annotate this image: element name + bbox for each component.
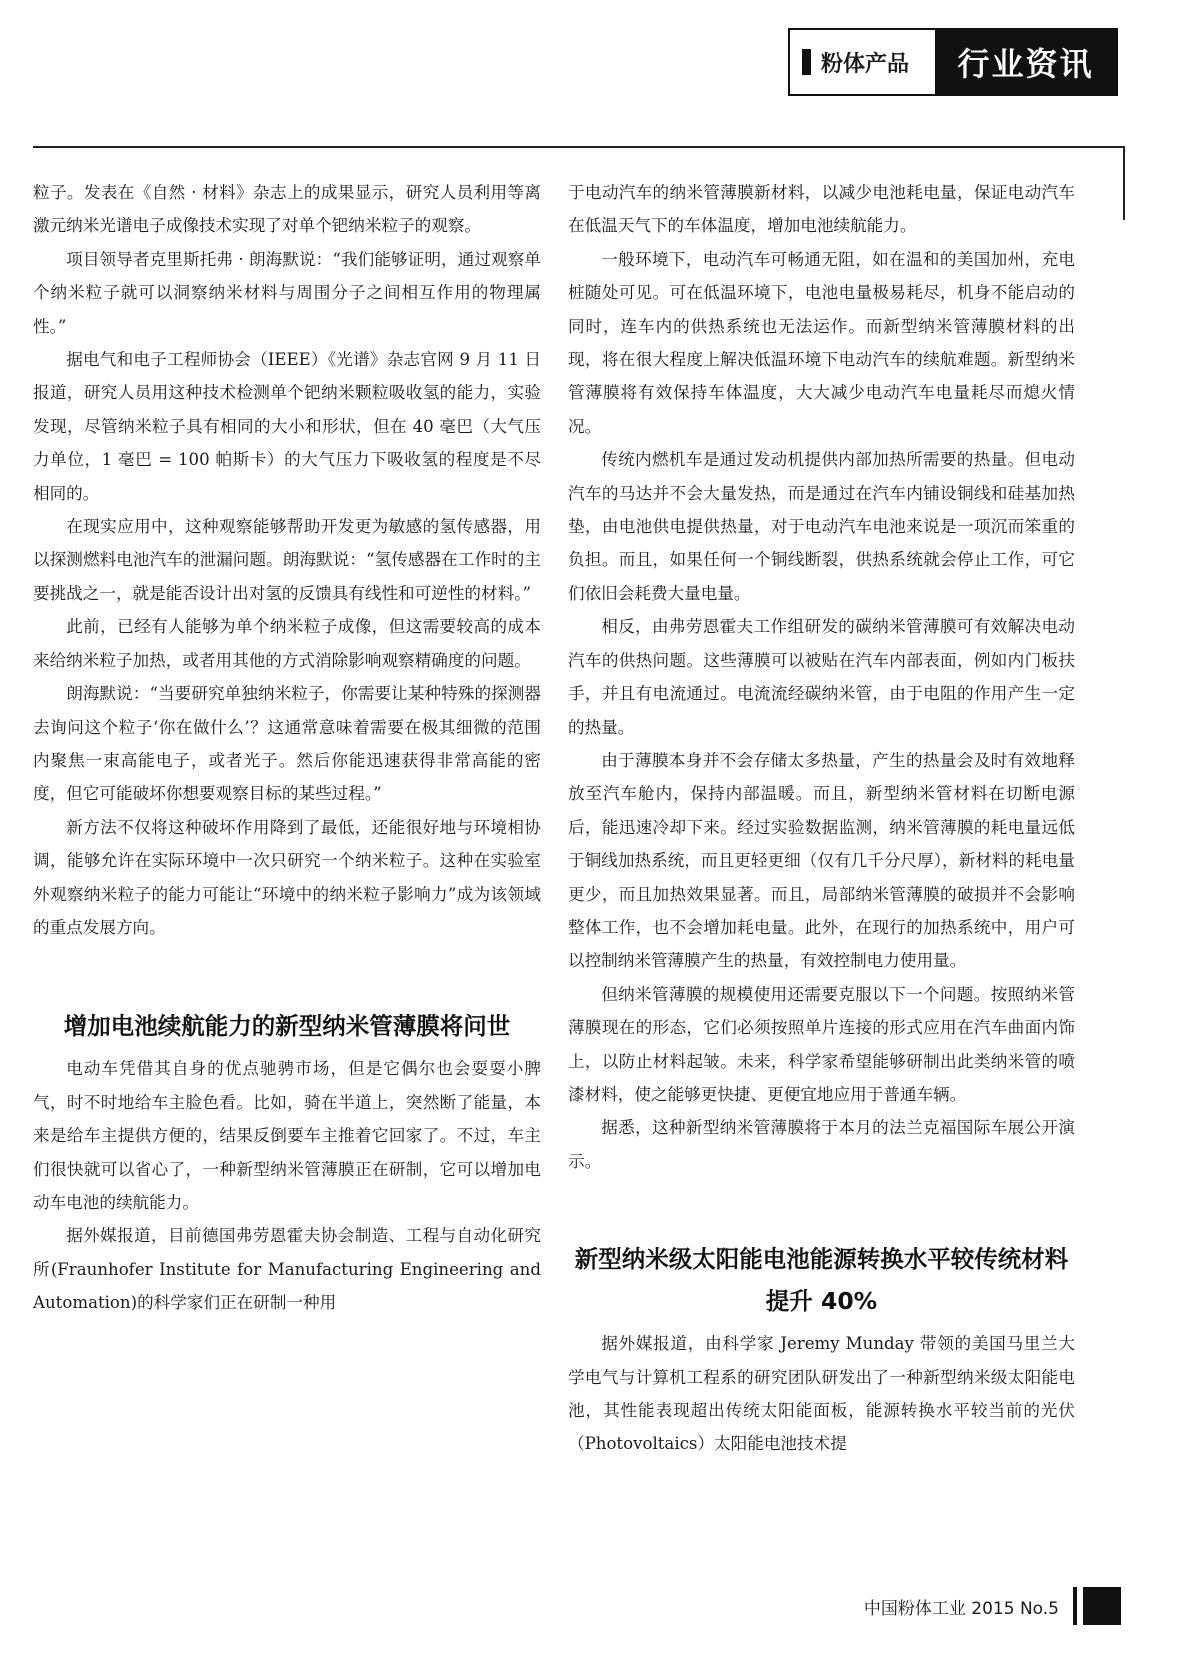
category-label xyxy=(790,30,935,94)
top-divider xyxy=(33,146,1125,148)
paragraph: 新方法不仅将这种破坏作用降到了最低，还能很好地与环境相协调，能够允许在实际环境中一次只研究一个纳米粒子。这种在实验室外观察纳米粒子的能力可能让“环境中的纳米粒子影响力”成为该领域的重点发展方向。 xyxy=(33,817,541,937)
paragraph: 一般环境下，电动汽车可畅通无阻，如在温和的美国加州，充电桩随处可见。可在低温环境下，电池电量极易耗尽，机身不能启动的同时，连车内的供热系统也无法运作。而新型纳米管薄膜材料的出现，将在很大程度上解决低温环境下电动汽车的续航难题。新型纳米管薄膜将有效保持车体温度，大大减少电动汽车电量耗尽而熄火情况。 xyxy=(568,249,1075,436)
category-marker-bar xyxy=(802,49,811,75)
section-title: 行业资讯 xyxy=(935,30,1116,94)
right-column xyxy=(568,176,1075,1461)
side-divider xyxy=(1123,146,1125,220)
left-column xyxy=(33,176,541,1320)
paragraph: 据悉，这种新型纳米管薄膜将于本月的法兰克福国际车展公开演示。 xyxy=(568,1118,1075,1171)
paragraph: 据电气和电子工程师协会（IEEE）《光谱》杂志官网 9 月 11 日报道，研究人员用这种技术检测单个钯纳米颗粒吸收氢的能力，实验发现，尽管纳米粒子具有相同的大小和形状，但在 40 毫巴（大气压力单位，1 毫巴 = 100 帕斯卡）的大气压力下吸收氢的程度是不尽相同的。 xyxy=(33,350,541,503)
footer-bar xyxy=(1073,1587,1077,1625)
category-text: 粉体产品 xyxy=(821,51,910,77)
paragraph: 但纳米管薄膜的规模使用还需要克服以下一个问题。按照纳米管薄膜现在的形态，它们必须按照单片连接的形式应用在汽车曲面内饰上，以防止材料起皱。未来，科学家希望能够研制出此类纳米管的喷漆材料，使之能够更快捷、更便宜地应用于普通车辆。 xyxy=(568,984,1075,1104)
paragraph: 相反，由弗劳恩霍夫工作组研发的碳纳米管薄膜可有效解决电动汽车的供热问题。这些薄膜可以被贴在汽车内部表面，例如内门板扶手，并且有电流通过。电流流经碳纳米管，由于电阻的作用产生一定的热量。 xyxy=(568,617,1075,737)
paragraph: 粒子。发表在《自然 · 材料》杂志上的成果显示，研究人员利用等离激元纳米光谱电子成像技术实现了对单个钯纳米粒子的观察。 xyxy=(33,183,541,236)
paragraph: 朗海默说：“当要研究单独纳米粒子，你需要让某种特殊的探测器去询问这个粒子‘你在做什么’？这通常意味着需要在极其细微的范围内聚焦一束高能电子，或者光子。然后你能迅速获得非常高能的密度，但它可能破坏你想要观察目标的某些过程。” xyxy=(33,684,541,804)
paragraph: 在现实应用中，这种观察能够帮助开发更为敏感的氢传感器，用以探测燃料电池汽车的泄漏问题。朗海默说：“氢传感器在工作时的主要挑战之一，就是能否设计出对氢的反馈具有线性和可逆性的材料。” xyxy=(33,517,541,603)
page-footer xyxy=(864,1587,1121,1625)
magazine-issue: 中国粉体工业 2015 No.5 xyxy=(863,1598,1059,1619)
article-title: 增加电池续航能力的新型纳米管薄膜将问世 xyxy=(63,1012,511,1041)
paragraph: 于电动汽车的纳米管薄膜新材料，以减少电池耗电量，保证电动汽车在低温天气下的车体温度，增加电池续航能力。 xyxy=(568,183,1075,236)
paragraph: 项目领导者克里斯托弗 · 朗海默说：“我们能够证明，通过观察单个纳米粒子就可以洞察纳米材料与周围分子之间相互作用的物理属性。” xyxy=(33,249,541,336)
paragraph: 此前，已经有人能够为单个纳米粒子成像，但这需要较高的成本来给纳米粒子加热，或者用其他的方式消除影响观察精确度的问题。 xyxy=(33,617,541,670)
paragraph: 据外媒报道，目前德国弗劳恩霍夫协会制造、工程与自动化研究所(Fraunhofer Institute for Manufacturing Engineering and Automation)的科学家们正在研制一种用 xyxy=(33,1226,541,1313)
paragraph: 传统内燃机车是通过发动机提供内部加热所需要的热量。但电动汽车的马达并不会大量发热，而是通过在汽车内铺设铜线和硅基加热垫，由电池供电提供热量，对于电动汽车电池来说是一项沉而笨重的负担。而且，如果任何一个铜线断裂，供热系统就会停止工作，可它们依旧会耗费大量电量。 xyxy=(568,450,1075,603)
paragraph: 电动车凭借其自身的优点驰骋市场，但是它偶尔也会耍耍小脾气，时不时地给车主脸色看。比如，骑在半道上，突然断了能量，本来是给车主提供方便的，结果反倒要车主推着它回家了。不过，车主们很快就可以省心了，一种新型纳米管薄膜正在研制，它可以增加电动车电池的续航能力。 xyxy=(33,1059,541,1212)
article-title: 新型纳米级太阳能电池能源转换水平较传统材料提升 40% xyxy=(574,1245,1069,1316)
section-header-tag xyxy=(788,28,1118,96)
paragraph: 据外媒报道，由科学家 Jeremy Munday 带领的美国马里兰大学电气与计算机工程系的研究团队研发出了一种新型纳米级太阳能电池，其性能表现超出传统太阳能面板，能源转换水平较当前的光伏（Photovoltaics）太阳能电池技术提 xyxy=(568,1334,1075,1454)
footer-block xyxy=(1083,1587,1121,1625)
paragraph: 由于薄膜本身并不会存储太多热量，产生的热量会及时有效地释放至汽车舱内，保持内部温暖。而且，新型纳米管材料在切断电源后，能迅速冷却下来。经过实验数据监测，纳米管薄膜的耗电量远低于铜线加热系统，而且更轻更细（仅有几千分尺厚），新材料的耗电量更少，而且加热效果显著。而且，局部纳米管薄膜的破损并不会影响整体工作，也不会增加耗电量。此外，在现行的加热系统中，用户可以控制纳米管薄膜产生的热量，有效控制电力使用量。 xyxy=(568,750,1075,971)
